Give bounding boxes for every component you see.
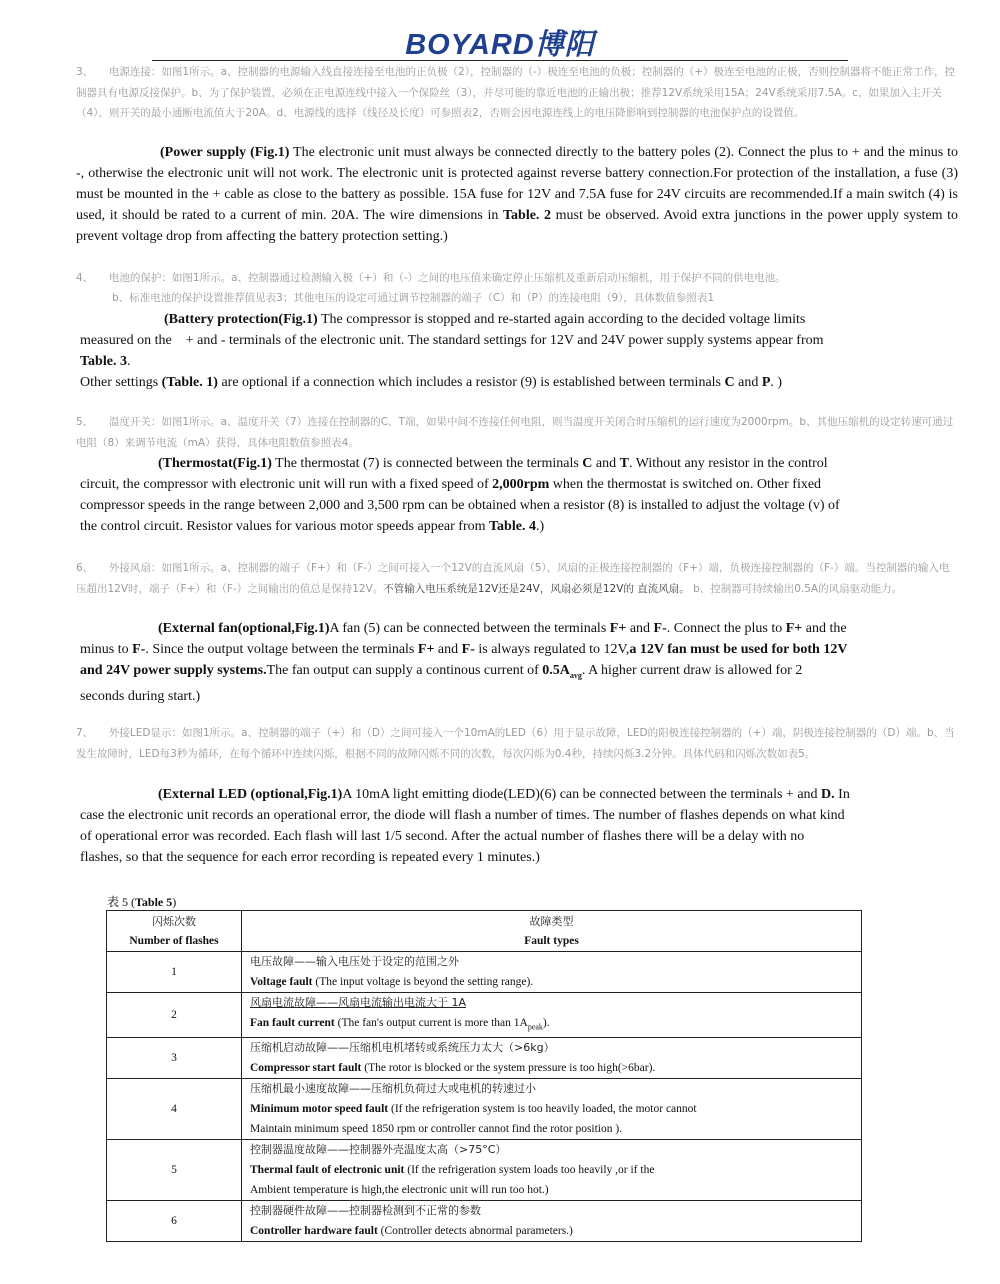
section-3-heading: (Power supply (Fig.1) [160, 145, 290, 160]
fault-description: 压缩机启动故障——压缩机电机堵转或系统压力太大（>6kg） Compressor start fault (The rotor is blocked or the system pressure is too high(>6bar). [242, 1038, 862, 1079]
section-7-english: (External LED (optional,Fig.1)A 10mA light emitting diode(LED)(6) can be connected between the terminals + and D. In case the electronic unit records an operational error, the diode will flash a number of times. The number of flashes depends on what kind of operational error was recorded. Each flash will last 1/5 second. After the actual number of flashes there will be a delay with no flashes, so that the sequence for each error recording is repeated every 1 minutes.) [80, 787, 850, 865]
section-6-english: (External fan(optional,Fig.1)A fan (5) can be connected between the terminals F+ and F-. Connect the plus to F+ and the minus to F-. Since the output voltage between the terminals F+ and F- is always regulated to 12V,a 12V fan must be used for both 12V and 24V power supply systems.The fan output can supply a continous current of $0.5A_{avg}$. A higher current draw is allowed for 2 seconds during start.) [80, 621, 848, 704]
header-fault-types: 故障类型 Fault types [242, 911, 862, 952]
header-divider [152, 60, 848, 61]
fault-description: 电压故障——输入电压处于设定的范围之外 Voltage fault (The input voltage is beyond the setting range). [242, 952, 862, 993]
section-7-heading: (External LED (optional,Fig.1) [158, 787, 343, 802]
section-4-chinese-2: b、标准电池的保护设置推荐值见表3；其他电压的设定可通过调节控制器的端子（C）和（P）的连接电阻（9），具体数值参照表1 [112, 292, 715, 304]
section-4-english: (Battery protection(Fig.1) The compressor is stopped and re-started again according to the decided voltage limits measured on the + and - terminals of the electronic unit. The standard settings for 12V and 24V power supply systems appear from Table. 3. [80, 312, 824, 369]
section-6-heading: (External fan(optional,Fig.1) [158, 621, 330, 636]
table-row [107, 1140, 862, 1201]
flash-count: 4 [107, 1079, 242, 1140]
table-row [107, 993, 862, 1038]
fault-table [106, 910, 862, 1242]
flash-count: 6 [107, 1201, 242, 1242]
flash-count: 2 [107, 993, 242, 1038]
table-header-row [107, 911, 862, 952]
section-4-chinese-1: 4、 电池的保护：如图1所示。a、控制器通过检测输入极（+）和（-）之间的电压值来确定停止压缩机及重新启动压缩机，用于保护不同的供电电池。 [76, 272, 786, 284]
section-3-english: (Power supply (Fig.1) The electronic unit must always be connected directly to the battery poles (2). Connect the plus to + and the minus to -, otherwise the electronic unit will not work. The electronic unit is protected against reverse battery connection.For protection of the installation, a fuse (3) must be mounted in the + cable as close to the battery as possible. 15A fuse for 12V and 7.5A fuse for 24V circuits are recommended.If a main switch (4) is used, it should be rated to a current of min. 20A. The wire dimensions in Table. 2 must be observed. Avoid extra junctions in the power upply system to prevent voltage drop from affecting the battery protection setting.) [76, 145, 958, 244]
section-6-chinese: 6、 外接风扇：如图1所示。a、控制器的端子（F+）和（F-）之间可接入一个12V的直流风扇（5），风扇的正极连接控制器的（F+）端，负极连接控制器的（F-）端。当控制器的输入电压超出12V时，端子（F+）和（F-）之间输出的值总是保持12V。不管输入电压系统是12V还是24V，风扇必须是12V的 直流风扇。 b、控制器可持续输出0.5A的风扇驱动能力。 [76, 562, 950, 595]
fault-description: 风扇电流故障——风扇电流输出电流大于 1A Fan fault current (The fan's output current is more than $1A_{peak}$). [242, 993, 862, 1038]
page-header [0, 22, 1000, 63]
section-4-english-other: Other settings (Table. 1) are optional if a connection which includes a resistor (9) is established between terminals C and P. ) [80, 375, 783, 390]
brand-logo: BOYARD博阳 [405, 29, 595, 61]
section-4-heading: (Battery protection(Fig.1) [164, 312, 318, 327]
fault-description: 控制器硬件故障——控制器检测到不正常的参数 Controller hardware fault (Controller detects abnormal parameters.) [242, 1201, 862, 1242]
table-row [107, 952, 862, 993]
fault-description: 压缩机最小速度故障——压缩机负荷过大或电机的转速过小 Minimum motor speed fault (If the refrigeration system is too heavily loaded, the motor cannot Maintain minimum speed 1850 rpm or controller cannot find the rotor position ). [242, 1079, 862, 1140]
section-5-heading: (Thermostat(Fig.1) [158, 456, 272, 471]
header-flashes: 闪烁次数 Number of flashes [107, 911, 242, 952]
flash-count: 3 [107, 1038, 242, 1079]
section-3-chinese: 3、 电源连接：如图1所示。a、控制器的电源输入线直接连接至电池的正负极（2），控制器的（-）极连至电池的负极；控制器的（+）极连至电池的正极，否则控制器将不能正常工作，控制器具有电源反接保护。b、为了保护装置，必须在正电源连线中接入一个保险丝（3），并尽可能的靠近电池的正输出极；推荐12V系统采用15A；24V系统采用7.5A。c、如果加入主开关（4），则开关的最小通断电流值大于20A。d、电源线的选择（线径及长度）可参照表2，否则会因电源连线上的电压降影响到控制器的电池保护点的设置值。 [76, 66, 956, 119]
section-5-english: (Thermostat(Fig.1) The thermostat (7) is connected between the terminals C and T. Without any resistor in the control circuit, the compressor with electronic unit will run with a fixed speed of 2,000rpm when the thermostat is switched on. Other fixed compressor speeds in the range between 2,000 and 3,500 rpm can be obtained when a resistor (8) is installed to adjust the voltage (v) of the control circuit. Resistor values for various motor speeds appear from Table. 4.) [80, 456, 840, 534]
table-row [107, 1201, 862, 1242]
table-caption: 表 5 (Table 5) [107, 895, 177, 909]
flash-count: 5 [107, 1140, 242, 1201]
section-5-chinese: 5、 温度开关：如图1所示。a、温度开关（7）连接在控制器的C、T端，如果中间不连接任何电阻，则当温度开关闭合时压缩机的运行速度为2000rpm。b、其他压缩机的设定转速可通过电阻（8）来调节电流（mA）获得，具体电阻数值参照表4。 [76, 416, 954, 449]
table-row [107, 1079, 862, 1140]
section-7-chinese: 7、 外接LED显示：如图1所示。a、控制器的端子（+）和（D）之间可接入一个10mA的LED（6）用于显示故障，LED的阳极连接控制器的（+）端，阴极连接控制器的（D）端。b、当发生故障时，LED每3秒为循环，在每个循环中连续闪烁，根据不同的故障闪烁不同的次数，每次闪烁为0.4秒，持续闪烁3.2分钟。具体代码和闪烁次数如表5。 [76, 727, 955, 760]
table-row [107, 1038, 862, 1079]
flash-count: 1 [107, 952, 242, 993]
fault-description: 控制器温度故障——控制器外壳温度太高（>75°C） Thermal fault of electronic unit (If the refrigeration system loads too heavily ,or if the Ambient temperature is high,the electronic unit will run too hot.) [242, 1140, 862, 1201]
